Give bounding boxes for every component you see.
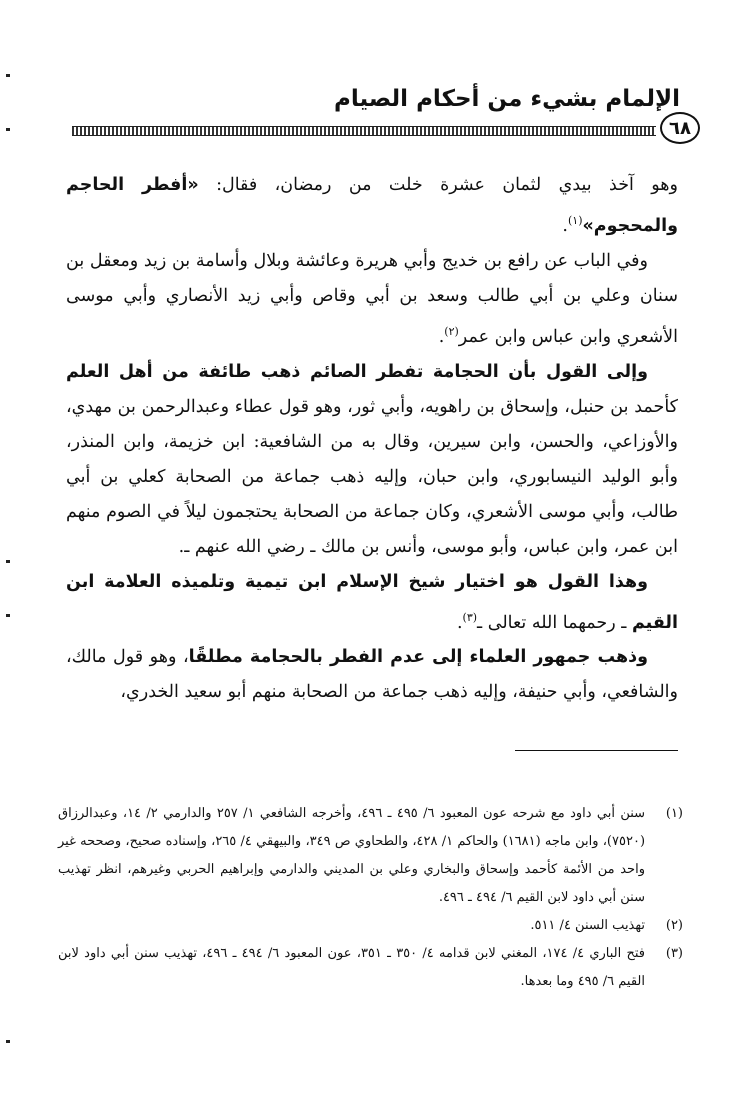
scan-mark [6,614,10,617]
footnote-number: (١) [665,806,683,821]
header-rule [72,126,656,136]
paragraph [66,355,678,565]
paragraph-end: . [438,326,445,347]
paragraph-text: ـ رحمهما الله تعالى ـ [477,612,632,633]
footnotes [58,800,683,996]
main-text [66,168,678,710]
footnote-number: (٢) [665,918,683,933]
footnote [58,800,683,912]
paragraph-text: وهو آخذ بيدي لثمان عشرة خلت من رمضان، فقال: [198,175,678,195]
footnote-separator [515,750,678,751]
footnote-text: سنن أبي داود مع شرحه عون المعبود ٦/ ٤٩٥ ـ ٤٩٦، وأخرجه الشافعي ١/ ٢٥٧ والدارمي ٢/ ١٤، وعبدالرزاق (٧٥٢٠)، وابن ماجه (١٦٨١) والحاكم ١/ ٤٢٨، والطحاوي ص ٣٤٩، والبيهقي ٤/ ٢٦٥، وإسناده صحيح، وصححه غير واحد من الأئمة كأحمد وإسحاق والبخاري وعلي بن المديني والدارمي وإبراهيم الحربي وغيرهم، انظر تهذيب سنن أبي داود لابن القيم ٦/ ٤٩٤ ـ ٤٩٦. [58,806,646,905]
page-number: ٦٨ [660,112,700,144]
hadith-quote: «أفطر الحاجم والمحجوم» [66,175,678,236]
paragraph-end: . [562,215,568,236]
running-header-title: الإلمام بشيء من أحكام الصيام [334,86,680,112]
paragraph-text: كأحمد بن حنبل، وإسحاق بن راهويه، وأبي ثور، وهو قول عطاء وعبدالرحمن بن مهدي، والأوزاعي، والحسن، وابن سيرين، وقال به من الشافعية: ابن خزيمة، وابن المنذر، وأبو الوليد النيسابوري، وابن حبان، وإليه ذهب جماعة من الصحابة كعلي بن أبي طالب، وأبي موسى الأشعري، وكان جماعة من الصحابة يحتجمون ليلاً في الصوم منهم ابن عمر، وابن عباس، وأبو موسى، وأنس بن مالك ـ رضي الله عنهم ـ. [66,396,678,557]
footnote-text: تهذيب السنن ٤/ ٥١١. [530,918,645,933]
footnote-ref: (٣) [462,610,478,624]
scan-mark [6,128,10,131]
scan-mark [6,560,10,563]
paragraph-lead: وذهب جمهور العلماء إلى عدم الفطر بالحجامة مطلقًا [188,647,648,668]
footnote-text: فتح الباري ٤/ ١٧٤، المغني لابن قدامه ٤/ ٣٥٠ ـ ٣٥١، عون المعبود ٦/ ٤٩٤ ـ ٤٩٦، تهذيب سنن أبي داود لابن القيم ٦/ ٤٩٥ وما بعدها. [58,946,646,989]
footnote-ref: (١) [567,214,583,227]
paragraph-text: وفي الباب عن رافع بن خديج وأبي هريرة وعائشة وبلال وأسامة بن زيد ومعقل بن سنان وعلي بن أبي طالب وسعد بن أبي وقاص وأبي زيد الأنصاري وأبي موسى الأشعري وابن عباس وابن عمر [66,250,678,347]
paragraph [66,168,678,244]
paragraph-lead: وهذا القول هو اختيار شيخ الإسلام ابن تيمية وتلميذه العلامة ابن القيم [66,571,678,633]
scan-mark [6,1040,10,1043]
scan-mark [6,74,10,77]
footnote-ref: (٢) [444,324,459,338]
footnote-number: (٣) [665,946,683,961]
paragraph-lead: وإلى القول بأن الحجامة تفطر الصائم ذهب طائفة من أهل العلم [66,361,648,382]
footnote [58,940,683,996]
footnote [58,912,683,940]
paragraph [66,565,678,641]
paragraph [66,640,678,710]
paragraph-end: . [456,612,463,633]
paragraph [66,244,678,355]
paragraph-text: ، وهو قول مالك، والشافعي، وأبي حنيفة، وإليه ذهب جماعة من الصحابة منهم أبو سعيد الخدري، [66,647,678,703]
